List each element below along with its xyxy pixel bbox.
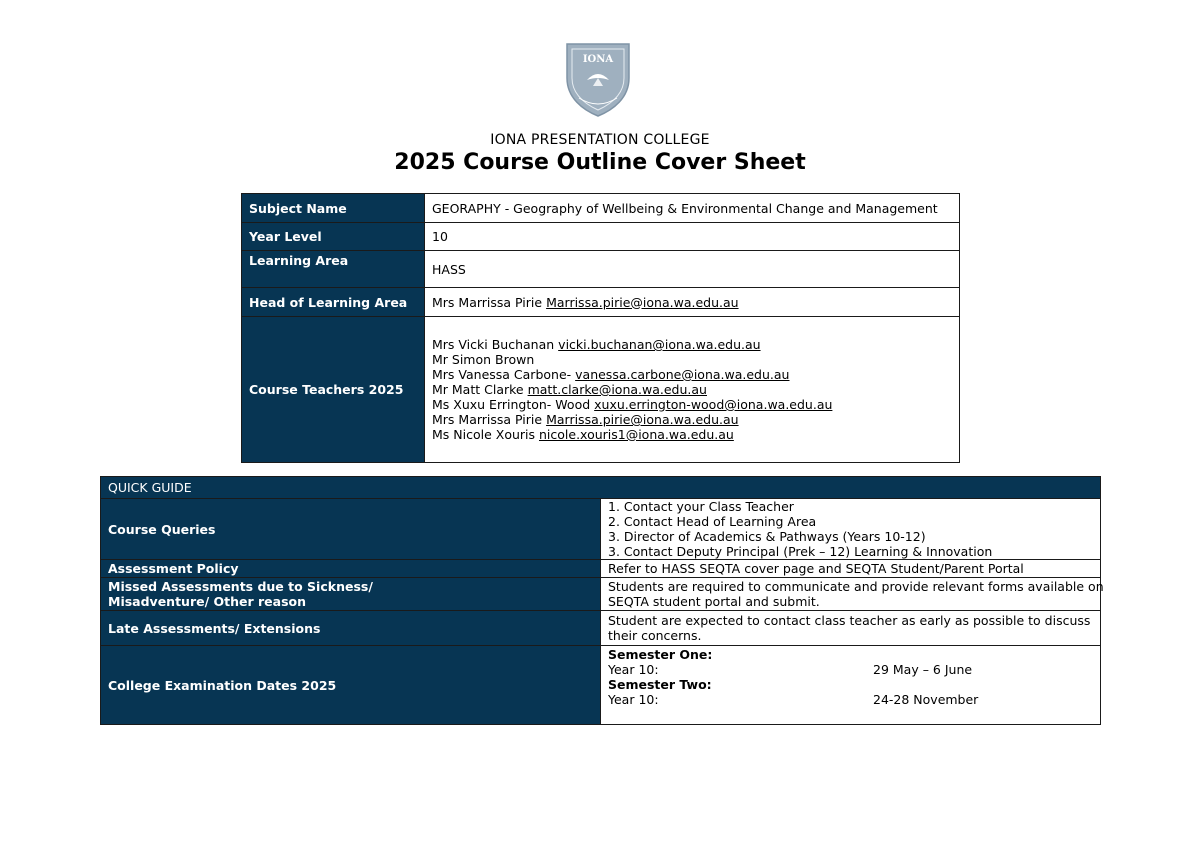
table-row	[101, 611, 1101, 646]
semester-one-year: Year 10:	[608, 662, 659, 677]
table-row	[101, 499, 1101, 560]
table-row	[101, 477, 1101, 499]
semester-two-row	[608, 692, 1093, 707]
semester-one-row	[608, 662, 1093, 677]
semester-two-dates: 24-28 November	[873, 692, 979, 707]
missed-assessments-value	[601, 578, 1104, 611]
school-name: IONA PRESENTATION COLLEGE	[490, 132, 710, 148]
teacher-name: Mr Simon Brown	[432, 352, 535, 367]
svg-text:IONA: IONA	[582, 54, 614, 65]
table-row	[101, 560, 1101, 578]
head-of-learning-area-value	[425, 288, 960, 317]
hola-email-link[interactable]: Marrissa.pirie@iona.wa.edu.au	[546, 294, 739, 310]
teacher-entry	[432, 382, 952, 397]
semester-two-year: Year 10:	[608, 692, 659, 707]
semester-one-label: Semester One:	[608, 647, 713, 662]
teacher-name: Mr Matt Clarke	[432, 382, 524, 397]
hola-name: Mrs Marrissa Pirie	[432, 294, 543, 310]
table-row	[242, 288, 960, 317]
semester-one-dates: 29 May – 6 June	[873, 662, 973, 677]
quick-guide-table	[100, 476, 1104, 725]
college-crest-logo	[563, 40, 633, 118]
head-of-learning-area-label: Head of Learning Area	[242, 288, 425, 317]
table-row	[101, 646, 1101, 725]
subject-name-value: GEORAPHY - Geography of Wellbeing & Environmental Change and Management	[425, 194, 960, 223]
query-step: 1. Contact your Class Teacher	[608, 499, 794, 514]
semester-two-label: Semester Two:	[608, 677, 712, 692]
teacher-entry	[432, 412, 952, 427]
query-step: 3. Contact Deputy Principal (Prek – 12) Learning & Innovation	[608, 544, 993, 559]
query-step: 2. Contact Head of Learning Area	[608, 514, 817, 529]
table-row	[242, 317, 960, 463]
table-row	[242, 223, 960, 251]
course-teachers-list	[425, 317, 960, 463]
course-queries-label: Course Queries	[101, 499, 601, 560]
teacher-email-link[interactable]: Marrissa.pirie@iona.wa.edu.au	[546, 412, 739, 427]
page-title: 2025 Course Outline Cover Sheet	[394, 150, 806, 175]
query-step: 3. Director of Academics & Pathways (Years 10-12)	[608, 529, 926, 544]
assessment-policy-label: Assessment Policy	[101, 560, 601, 578]
learning-area-label: Learning Area	[242, 251, 425, 288]
table-row	[101, 578, 1101, 611]
teacher-email-link[interactable]: xuxu.errington-wood@iona.wa.edu.au	[594, 397, 833, 412]
teacher-email-link[interactable]: vicki.buchanan@iona.wa.edu.au	[558, 337, 761, 352]
missed-label-line: Missed Assessments due to Sickness/	[108, 579, 373, 594]
year-level-label: Year Level	[242, 223, 425, 251]
teacher-entry	[432, 337, 952, 352]
course-teachers-label: Course Teachers 2025	[242, 317, 425, 463]
teacher-name: Mrs Vanessa Carbone-	[432, 367, 572, 382]
exam-dates-value	[601, 646, 1101, 725]
missed-assessments-label	[101, 578, 601, 611]
missed-label-line: Misadventure/ Other reason	[108, 594, 307, 609]
late-assessments-label: Late Assessments/ Extensions	[101, 611, 601, 646]
teacher-name: Mrs Marrissa Pirie	[432, 412, 543, 427]
teacher-entry	[432, 397, 952, 412]
teacher-name: Mrs Vicki Buchanan	[432, 337, 555, 352]
year-level-value: 10	[425, 223, 960, 251]
subject-name-label: Subject Name	[242, 194, 425, 223]
assessment-policy-value: Refer to HASS SEQTA cover page and SEQTA Student/Parent Portal	[601, 560, 1101, 578]
exam-dates-label: College Examination Dates 2025	[101, 646, 601, 725]
late-assessments-value: Student are expected to contact class teacher as early as possible to discuss their concerns.	[601, 611, 1101, 646]
teacher-entry	[432, 367, 952, 382]
course-info-table	[241, 193, 960, 463]
quick-guide-header: QUICK GUIDE	[101, 477, 1101, 499]
table-row	[242, 194, 960, 223]
teacher-name: Ms Xuxu Errington- Wood	[432, 397, 591, 412]
missed-value-line: SEQTA student portal and submit.	[608, 594, 820, 609]
course-queries-list	[601, 499, 1101, 560]
teacher-email-link[interactable]: nicole.xouris1@iona.wa.edu.au	[539, 427, 734, 442]
teacher-name: Ms Nicole Xouris	[432, 427, 536, 442]
teacher-email-link[interactable]: vanessa.carbone@iona.wa.edu.au	[575, 367, 790, 382]
table-row	[242, 251, 960, 288]
missed-value-line: Students are required to communicate and provide relevant forms available on	[608, 579, 1104, 594]
teacher-email-link[interactable]: matt.clarke@iona.wa.edu.au	[527, 382, 707, 397]
teacher-entry	[432, 352, 952, 367]
teacher-entry	[432, 427, 952, 442]
learning-area-value: HASS	[425, 251, 960, 288]
